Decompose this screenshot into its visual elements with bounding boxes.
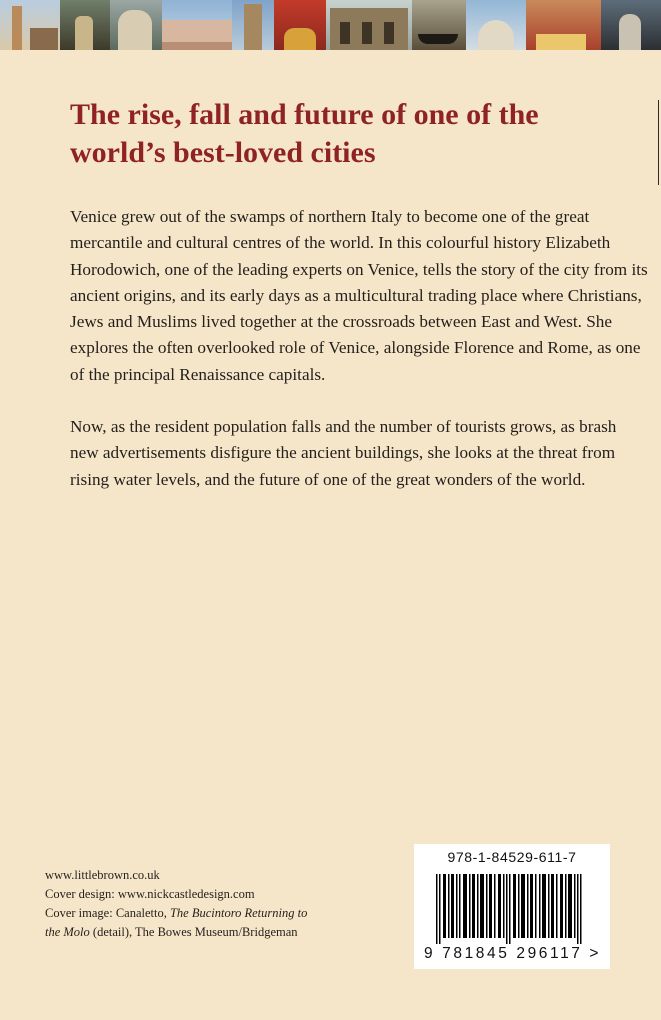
barcode-digits: 9 781845 296117 > (424, 945, 602, 962)
cover-image-credit (45, 904, 385, 923)
headline-line-1: The rise, fall and future of one of the (70, 98, 539, 131)
cover-design-credit: Cover design: www.nickcastledesign.com (45, 887, 255, 901)
publisher-credits (45, 866, 385, 942)
publisher-website: www.littlebrown.co.uk (45, 868, 160, 882)
cover-photo-strip (0, 0, 661, 50)
painting-title-part-1: The Bucintoro Returning to (169, 906, 308, 920)
clock-tower-image (232, 0, 274, 50)
regatta-image (526, 0, 601, 50)
cover-image-suffix: (detail), The Bowes Museum/Bridgeman (89, 925, 298, 939)
description-paragraph-2: Now, as the resident population falls and the number of tourists grows, as brash new advertisements disfigure the ancient buildings, she looks at the threat from rising water levels, and the future of one of the great wonders of the world. (70, 417, 617, 489)
barcode-bars (436, 874, 588, 944)
headline (70, 96, 630, 172)
book-description (70, 204, 648, 493)
gondola-image (412, 0, 466, 50)
cover-image-credit-cont (45, 923, 385, 942)
procession-image (60, 0, 110, 50)
saint-painting-image (110, 0, 162, 50)
salute-dome-image (466, 0, 526, 50)
masked-figure-image (601, 0, 661, 50)
painting-title-part-2: the Molo (45, 925, 90, 939)
description-paragraph-1: Venice grew out of the swamps of northern Italy to become one of the great mercantile and cultural centres of the world. In this colourful history Elizabeth Horodowich, one of the leading experts on Venice, tells the story of the city from its ancient origins, and its early days as a multicultural trading place where Christians, Jews and Muslims lived together at the crossroads between East and West. She explores the often overlooked role of Venice, alongside Florence and Rome, as one of the principal Renaissance capitals. (70, 207, 648, 384)
grand-canal-palace-image (326, 0, 412, 50)
isbn-text: 978-1-84529-611-7 (447, 849, 577, 865)
edge-rule (658, 100, 659, 185)
lion-banner-image (274, 0, 326, 50)
headline-line-2: world’s best-loved cities (70, 136, 376, 169)
doges-palace-image (162, 0, 232, 50)
campanile-image (0, 0, 60, 50)
cover-image-prefix: Cover image: Canaletto, (45, 906, 170, 920)
isbn-barcode (414, 844, 610, 969)
